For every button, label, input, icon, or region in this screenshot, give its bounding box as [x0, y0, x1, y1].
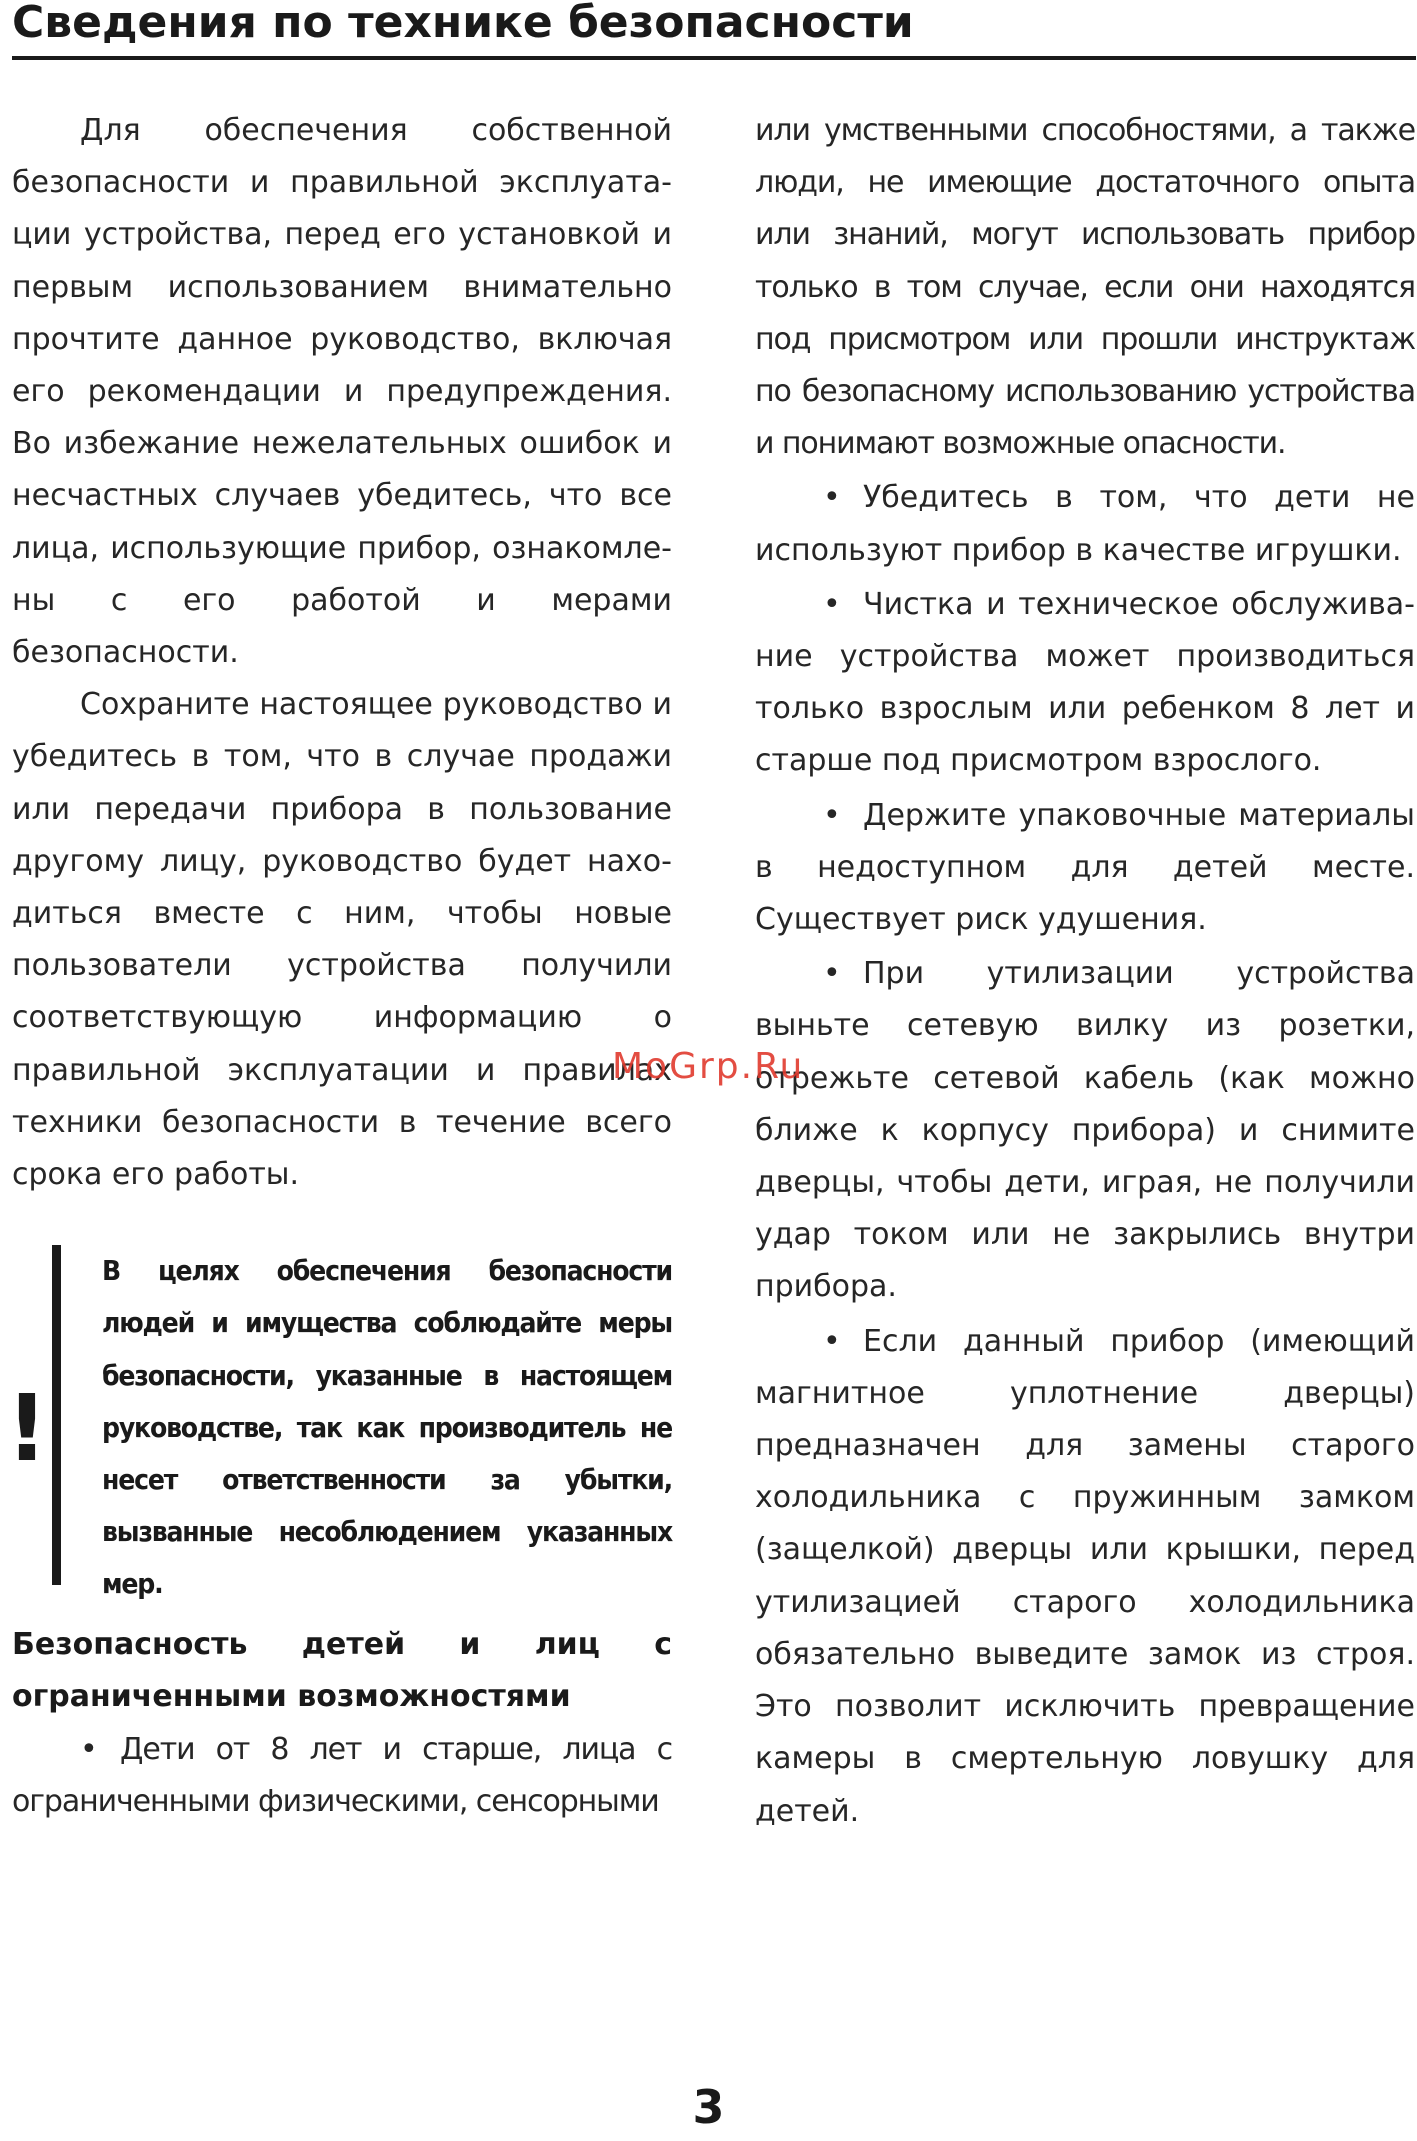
bullet-item — [755, 948, 1415, 1313]
bullet-item — [755, 1316, 1415, 1838]
page-title: Сведения по технике безопасности — [12, 0, 914, 48]
title-rule — [12, 56, 1416, 60]
bullet-text: Чистка и техническое обслуживание устройства может производиться только взрослым или ребенком 8 лет и старше под присмотром взрослого. — [755, 586, 1415, 779]
exclamation-icon: ! — [6, 1375, 48, 1483]
warning-text: В целях обеспечения безопасности людей и имущества соблюдайте меры безопасности, указанные в настоящем руководстве, так как производитель не несет ответственности за убытки, вызванные несоблюдением указанных мер. — [102, 1254, 672, 1601]
bullet-icon: • — [80, 1731, 97, 1767]
right-column — [755, 105, 1415, 1838]
section-heading: Безопасность детей и лиц с ограниченными возможностями — [12, 1627, 672, 1715]
page-number: 3 — [692, 2080, 725, 2134]
manual-keep-paragraph: Сохраните настоящее руководство и убедитесь в том, что в случае продажи или передачи прибора в пользование другому лицу, руководство будет находиться вместе с ним, чтобы новые пользователи устройства получили соответствующую информацию о правильной эксплуатации и правилах техники безопасности в течение всего срока его работы. — [12, 687, 672, 1193]
warning-box — [6, 1245, 672, 1619]
bullet-item — [755, 472, 1415, 576]
bullet-text: Убедитесь в том, что дети не используют прибор в качестве игрушки. — [755, 480, 1415, 568]
bullet-icon: • — [823, 956, 841, 992]
warning-bar — [52, 1245, 61, 1585]
intro-paragraph: Для обеспечения собственной безопасности и правильной эксплуатации устройства, перед его установкой и первым использованием внимательно прочтите данное руководство, включая его рекомендации и предупреждения. Во избежание нежелательных ошибок и несчастных случаев убедитесь, что все лица, использующие прибор, ознакомлены с его работой и мерами безопасности. — [12, 113, 672, 671]
bullet-item — [755, 579, 1415, 788]
bullet-continuation: или умственными способностями, а также люди, не имеющие достаточного опыта или знаний, могут использовать прибор только в том случае, если они находятся под присмотром или прошли инструктаж по безопасному использованию устройства и понимают возможные опасности. — [755, 113, 1415, 462]
bullet-text: Держите упаковочные материалы в недоступном для детей месте. Существует риск удушения. — [755, 797, 1415, 938]
bullet-item — [12, 1724, 672, 1828]
bullet-text: Дети от 8 лет и старше, лица с ограниченными физическими, сенсорными — [12, 1731, 672, 1819]
bullet-icon: • — [823, 1323, 841, 1359]
bullet-text: При утилизации устройства выньте сетевую вилку из розетки, отрежьте сетевой кабель (как можно ближе к корпусу прибора) и снимите дверцы, чтобы дети, играя, не получили удар током или не закрылись внутри прибора. — [755, 956, 1415, 1305]
watermark: MoGrp.Ru — [612, 1046, 805, 1087]
warning-text-block — [102, 1245, 672, 1610]
bullet-icon: • — [823, 480, 841, 516]
bullet-item — [755, 790, 1415, 947]
bullet-text: Если данный прибор (имеющий магнитное уплотнение дверцы) предназначен для замены старого холодильника с пружинным замком (защелкой) дверцы или крышки, перед утилизацией старого холодильника обязательно выведите замок из строя. Это позволит исключить превращение камеры в смертельную ловушку для детей. — [755, 1323, 1415, 1829]
bullet-icon: • — [823, 586, 841, 622]
left-column — [6, 105, 672, 1828]
bullet-icon: • — [823, 797, 841, 833]
